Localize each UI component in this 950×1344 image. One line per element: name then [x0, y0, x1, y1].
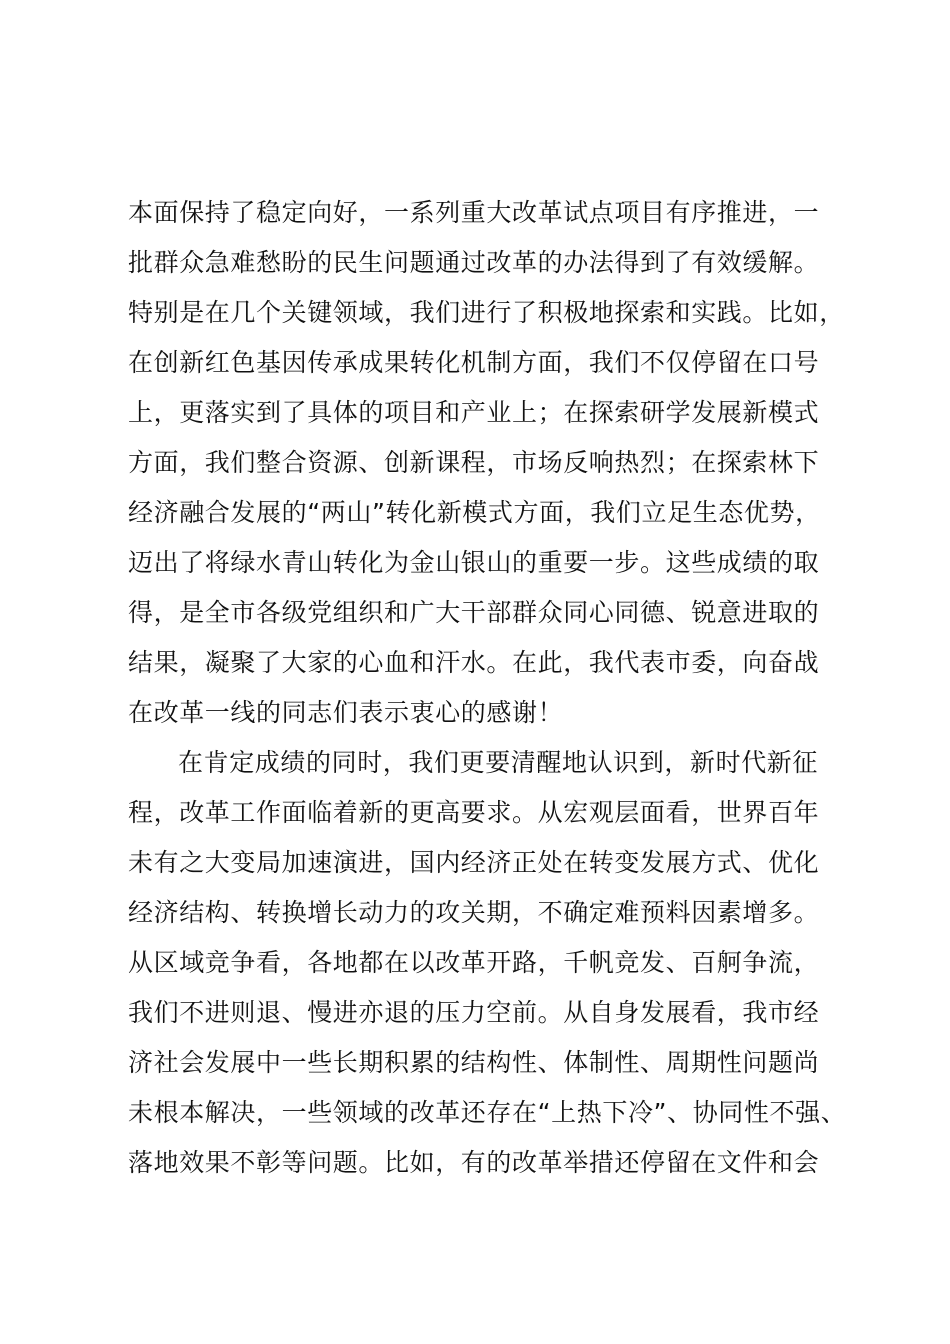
text-line: 上，更落实到了具体的项目和产业上；在探索研学发展新模式	[128, 398, 820, 427]
text-line: 未根本解决，一些领域的改革还存在“上热下冷”、协同性不强、	[128, 1098, 847, 1127]
text-line: 批群众急难愁盼的民生问题通过改革的办法得到了有效缓解。	[128, 248, 820, 277]
text-line: 经济融合发展的“两山”转化新模式方面，我们立足生态优势，	[128, 498, 821, 527]
text-line: 在创新红色基因传承成果转化机制方面，我们不仅停留在口号	[128, 348, 820, 377]
text-line: 得，是全市各级党组织和广大干部群众同心同德、锐意进取的	[128, 598, 820, 627]
text-line: 经济结构、转换增长动力的攻关期，不确定难预料因素增多。	[128, 898, 820, 927]
text-line: 方面，我们整合资源、创新课程，市场反响热烈；在探索林下	[128, 448, 820, 477]
text-line: 本面保持了稳定向好，一系列重大改革试点项目有序推进，一	[128, 198, 820, 227]
text-line: 结果，凝聚了大家的心血和汗水。在此，我代表市委，向奋战	[128, 648, 820, 677]
paragraph-first-line: 在肯定成绩的同时，我们更要清醒地认识到，新时代新征	[178, 748, 819, 777]
text-line: 济社会发展中一些长期积累的结构性、体制性、周期性问题尚	[128, 1048, 820, 1077]
text-line: 特别是在几个关键领域，我们进行了积极地探索和实践。比如，	[128, 298, 845, 327]
text-line: 我们不进则退、慢进亦退的压力空前。从自身发展看，我市经	[128, 998, 820, 1027]
text-line: 从区域竞争看，各地都在以改革开路，千帆竞发、百舸争流，	[128, 948, 820, 977]
text-line: 未有之大变局加速演进，国内经济正处在转变发展方式、优化	[128, 848, 820, 877]
text-line: 在改革一线的同志们表示衷心的感谢！	[128, 698, 564, 727]
text-line: 迈出了将绿水青山转化为金山银山的重要一步。这些成绩的取	[128, 548, 820, 577]
text-line: 程，改革工作面临着新的更高要求。从宏观层面看，世界百年	[128, 798, 820, 827]
text-line: 落地效果不彰等问题。比如，有的改革举措还停留在文件和会	[128, 1148, 820, 1177]
